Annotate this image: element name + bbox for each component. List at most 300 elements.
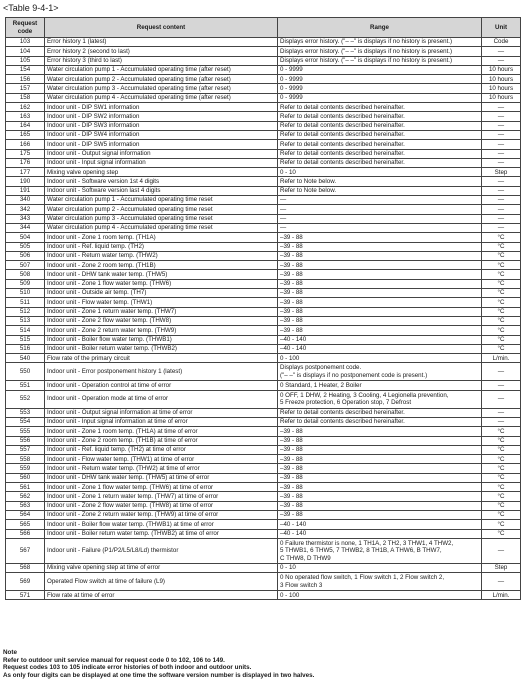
range-cell [278, 177, 482, 186]
request-content-cell: Indoor unit - Zone 1 flow water temp. (THW6) [45, 279, 278, 288]
table-row [6, 455, 521, 464]
table-row [6, 75, 521, 84]
request-code-cell: 562 [6, 492, 45, 501]
range-line: 0 - 9999 [280, 66, 303, 74]
range-line: –39 - 88 [280, 280, 303, 288]
table-row [6, 573, 521, 591]
request-code-cell: 513 [6, 316, 45, 325]
range-cell [278, 344, 482, 353]
range-line: — [280, 205, 287, 213]
range-line: 0 OFF, 1 DHW, 2 Heating, 3 Cooling, 4 Legionella prevention, [280, 391, 449, 399]
request-content-cell: Indoor unit - Zone 2 flow water temp. (THW8) [45, 316, 278, 325]
range-cell [278, 573, 482, 591]
request-code-cell: 569 [6, 573, 45, 591]
unit-cell: — [482, 140, 521, 149]
table-row [6, 103, 521, 112]
unit-cell: — [482, 47, 521, 56]
request-code-cell: 516 [6, 344, 45, 353]
range-line: 0 - 10 [280, 168, 296, 176]
unit-cell: — [482, 205, 521, 214]
table-row [6, 149, 521, 158]
table-row [6, 307, 521, 316]
unit-cell: — [482, 158, 521, 167]
unit-cell: °C [482, 233, 521, 242]
table-row [6, 158, 521, 167]
table-row [6, 289, 521, 298]
range-line: –40 - 140 [280, 529, 307, 537]
range-line: Refer to detail contents described hereinafter. [280, 122, 405, 130]
request-code-cell: 504 [6, 233, 45, 242]
table-row [6, 38, 521, 47]
request-content-cell: Indoor unit - Zone 2 return water temp. (THW9) at time of error [45, 510, 278, 519]
request-code-cell: 552 [6, 390, 45, 408]
request-code-cell: 343 [6, 214, 45, 223]
range-cell [278, 363, 482, 381]
range-line: –39 - 88 [280, 502, 303, 510]
request-code-cell: 105 [6, 56, 45, 65]
request-code-cell: 571 [6, 591, 45, 600]
range-cell [278, 251, 482, 260]
range-cell [278, 501, 482, 510]
request-code-cell: 557 [6, 445, 45, 454]
request-content-cell: Water circulation pump 4 - Accumulated operating time reset [45, 223, 278, 232]
request-code-cell: 176 [6, 158, 45, 167]
range-cell [278, 455, 482, 464]
range-cell [278, 47, 482, 56]
unit-cell: °C [482, 270, 521, 279]
request-content-cell: Indoor unit - Operation control at time of error [45, 381, 278, 390]
request-content-cell: Mixing valve opening step at time of error [45, 563, 278, 572]
table-row [6, 335, 521, 344]
request-code-cell: 510 [6, 289, 45, 298]
request-code-cell: 567 [6, 538, 45, 563]
header-request-code: Request code [6, 18, 45, 38]
request-content-cell: Flow rate at time of error [45, 591, 278, 600]
request-content-cell: Error history 2 (second to last) [45, 47, 278, 56]
range-cell [278, 121, 482, 130]
table-row [6, 130, 521, 139]
unit-cell: — [482, 186, 521, 195]
table-row [6, 520, 521, 529]
request-content-cell: Water circulation pump 4 - Accumulated operating time (after reset) [45, 93, 278, 102]
range-line: –39 - 88 [280, 437, 303, 445]
range-line: — [280, 224, 287, 232]
range-line: –39 - 88 [280, 455, 303, 463]
table-row [6, 65, 521, 74]
request-code-cell: 559 [6, 464, 45, 473]
note-heading: Note [3, 649, 17, 656]
request-code-cell: 191 [6, 186, 45, 195]
range-line: Refer to detail contents described hereinafter. [280, 418, 405, 426]
unit-cell: 10 hours [482, 93, 521, 102]
range-line: –39 - 88 [280, 464, 303, 472]
table-row [6, 196, 521, 205]
table-row [6, 436, 521, 445]
range-line: C THW8, D THW9 [280, 554, 331, 562]
request-code-cell: 554 [6, 417, 45, 426]
range-cell [278, 75, 482, 84]
range-line: Refer to detail contents described hereinafter. [280, 159, 405, 167]
request-content-cell: Error history 1 (latest) [45, 38, 278, 47]
range-line: 0 - 10 [280, 564, 296, 572]
range-line: 0 - 9999 [280, 94, 303, 102]
range-cell [278, 93, 482, 102]
request-content-cell: Indoor unit - Input signal information [45, 158, 278, 167]
request-content-cell: Indoor unit - Zone 2 room temp. (TH1B) at time of error [45, 436, 278, 445]
range-line: –40 - 140 [280, 335, 307, 343]
request-code-cell: 175 [6, 149, 45, 158]
request-code-cell: 512 [6, 307, 45, 316]
range-cell [278, 149, 482, 158]
request-code-cell: 344 [6, 223, 45, 232]
request-content-cell: Water circulation pump 1 - Accumulated operating time (after reset) [45, 65, 278, 74]
table-row [6, 344, 521, 353]
range-cell [278, 354, 482, 363]
request-content-cell: Indoor unit - Software version last 4 digits [45, 186, 278, 195]
header-request-content: Request content [45, 18, 278, 38]
header-range: Range [278, 18, 482, 38]
range-cell [278, 408, 482, 417]
table-row [6, 261, 521, 270]
range-line: 0 Failure thermistor is none, 1 TH1A, 2 TH2, 3 THW1, 4 THW2, [280, 539, 454, 547]
table-row [6, 417, 521, 426]
table-row [6, 279, 521, 288]
range-cell [278, 427, 482, 436]
table-row [6, 363, 521, 381]
table-row [6, 112, 521, 121]
table-row [6, 242, 521, 251]
range-cell [278, 316, 482, 325]
range-cell [278, 223, 482, 232]
request-content-cell: Indoor unit - Boiler return water temp. (THWB2) [45, 344, 278, 353]
range-line: –39 - 88 [280, 483, 303, 491]
request-content-cell: Water circulation pump 2 - Accumulated operating time (after reset) [45, 75, 278, 84]
range-line: 0 Standard, 1 Heater, 2 Boiler [280, 381, 362, 389]
unit-cell: °C [482, 520, 521, 529]
request-content-cell: Indoor unit - Failure (P1/P2/L5/L8/Ld) thermistor [45, 538, 278, 563]
note-line: Refer to outdoor unit service manual for request code 0 to 102, 106 to 149. [3, 656, 225, 664]
range-line: –39 - 88 [280, 261, 303, 269]
range-cell [278, 158, 482, 167]
table-header-row [6, 18, 521, 38]
range-line: — [280, 215, 287, 223]
request-content-cell: Indoor unit - DIP SW2 information [45, 112, 278, 121]
unit-cell: °C [482, 455, 521, 464]
request-content-cell: Indoor unit - Zone 2 room temp. (TH1B) [45, 261, 278, 270]
table-row [6, 501, 521, 510]
range-cell [278, 205, 482, 214]
note-line: As only four digits can be displayed at one time the software version number is displayed in two halves. [3, 671, 315, 679]
request-code-cell: 508 [6, 270, 45, 279]
range-line: –39 - 88 [280, 326, 303, 334]
range-cell [278, 335, 482, 344]
request-code-cell: 507 [6, 261, 45, 270]
request-content-cell: Indoor unit - Zone 2 return water temp. (THW9) [45, 326, 278, 335]
table-row [6, 326, 521, 335]
unit-cell: — [482, 573, 521, 591]
range-line: Refer to detail contents described hereinafter. [280, 150, 405, 157]
table-row [6, 233, 521, 242]
range-line: –39 - 88 [280, 492, 303, 500]
unit-cell: — [482, 214, 521, 223]
unit-cell: °C [482, 251, 521, 260]
request-code-cell: 564 [6, 510, 45, 519]
range-cell [278, 529, 482, 538]
request-content-cell: Indoor unit - DHW tank water temp. (THW5) [45, 270, 278, 279]
table-caption: <Table 9-4-1> [3, 3, 59, 13]
range-line: –39 - 88 [280, 511, 303, 519]
range-line: –39 - 88 [280, 308, 303, 316]
request-content-cell: Indoor unit - Zone 2 flow water temp. (THW8) at time of error [45, 501, 278, 510]
table-row [6, 223, 521, 232]
unit-cell: — [482, 196, 521, 205]
range-cell [278, 538, 482, 563]
unit-cell: — [482, 381, 521, 390]
range-cell [278, 436, 482, 445]
range-cell [278, 483, 482, 492]
request-content-cell: Indoor unit - Ref. liquid temp. (TH2) at time of error [45, 445, 278, 454]
range-cell [278, 473, 482, 482]
request-content-cell: Water circulation pump 1 - Accumulated operating time reset [45, 196, 278, 205]
request-content-cell: Indoor unit - Boiler flow water temp. (THWB1) [45, 335, 278, 344]
request-code-cell: 158 [6, 93, 45, 102]
table-row [6, 205, 521, 214]
range-cell [278, 307, 482, 316]
request-code-cell: 566 [6, 529, 45, 538]
request-content-cell: Indoor unit - Output signal information at time of error [45, 408, 278, 417]
table-row [6, 316, 521, 325]
request-content-cell: Indoor unit - DIP SW4 information [45, 130, 278, 139]
table-body [6, 38, 521, 600]
range-line: –39 - 88 [280, 242, 303, 250]
request-code-cell: 505 [6, 242, 45, 251]
unit-cell: 10 hours [482, 84, 521, 93]
range-line: 0 No operated flow switch, 1 Flow switch 1, 2 Flow switch 2, [280, 574, 445, 582]
request-content-cell: Indoor unit - DIP SW1 information [45, 103, 278, 112]
unit-cell: — [482, 121, 521, 130]
table-row [6, 47, 521, 56]
request-code-cell: 565 [6, 520, 45, 529]
range-cell [278, 168, 482, 177]
request-code-cell: 156 [6, 75, 45, 84]
range-line: Refer to detail contents described hereinafter. [280, 103, 405, 111]
range-line: –39 - 88 [280, 427, 303, 435]
request-content-cell: Indoor unit - Output signal information [45, 149, 278, 158]
range-line: –39 - 88 [280, 233, 303, 241]
request-code-cell: 163 [6, 112, 45, 121]
table-row [6, 529, 521, 538]
unit-cell: 10 hours [482, 75, 521, 84]
range-cell [278, 103, 482, 112]
request-content-cell: Indoor unit - Boiler return water temp. (THWB2) at time of error [45, 529, 278, 538]
unit-cell: Step [482, 563, 521, 572]
range-line: –40 - 140 [280, 345, 307, 353]
request-code-cell: 190 [6, 177, 45, 186]
request-code-cell: 154 [6, 65, 45, 74]
table-row [6, 464, 521, 473]
request-code-cell: 551 [6, 381, 45, 390]
unit-cell: °C [482, 436, 521, 445]
range-line: 0 - 100 [280, 354, 300, 362]
unit-cell: °C [482, 529, 521, 538]
request-content-cell: Operated Flow switch at time of failure (L9) [45, 573, 278, 591]
unit-cell: Step [482, 168, 521, 177]
unit-cell: — [482, 538, 521, 563]
request-code-cell: 515 [6, 335, 45, 344]
unit-cell: °C [482, 298, 521, 307]
range-cell [278, 390, 482, 408]
range-line: Refer to Note below. [280, 177, 337, 185]
table-row [6, 84, 521, 93]
request-content-cell: Indoor unit - Return water temp. (THW2) [45, 251, 278, 260]
table-row [6, 168, 521, 177]
request-code-cell: 560 [6, 473, 45, 482]
range-line: 0 - 9999 [280, 75, 303, 83]
table-row [6, 140, 521, 149]
unit-cell: — [482, 223, 521, 232]
range-line: Displays error history. ("– –" is displays if no history is present.) [280, 47, 453, 55]
unit-cell: — [482, 417, 521, 426]
table-row [6, 510, 521, 519]
unit-cell: — [482, 363, 521, 381]
range-line: Refer to detail contents described hereinafter. [280, 409, 405, 417]
range-cell [278, 56, 482, 65]
unit-cell: °C [482, 510, 521, 519]
range-cell [278, 196, 482, 205]
unit-cell: °C [482, 307, 521, 316]
request-content-cell: Water circulation pump 3 - Accumulated operating time reset [45, 214, 278, 223]
range-cell [278, 38, 482, 47]
range-cell [278, 445, 482, 454]
unit-cell: L/min. [482, 354, 521, 363]
table-row [6, 186, 521, 195]
table-row [6, 270, 521, 279]
range-cell [278, 186, 482, 195]
range-cell [278, 140, 482, 149]
range-cell [278, 298, 482, 307]
note-line: Request codes 103 to 105 indicate error histories of both indoor and outdoor units. [3, 664, 252, 672]
table-row [6, 591, 521, 600]
range-cell [278, 112, 482, 121]
range-line: –39 - 88 [280, 317, 303, 325]
request-content-cell: Indoor unit - Input signal information at time of error [45, 417, 278, 426]
table-row [6, 251, 521, 260]
request-code-cell: 561 [6, 483, 45, 492]
range-cell [278, 563, 482, 572]
unit-cell: — [482, 130, 521, 139]
unit-cell: 10 hours [482, 65, 521, 74]
range-cell [278, 65, 482, 74]
table-row [6, 177, 521, 186]
unit-cell: — [482, 177, 521, 186]
table-row [6, 93, 521, 102]
table-row [6, 354, 521, 363]
unit-cell: °C [482, 279, 521, 288]
range-line: –40 - 140 [280, 520, 307, 528]
range-cell [278, 492, 482, 501]
header-unit: Unit [482, 18, 521, 38]
table-row [6, 483, 521, 492]
range-line: Refer to Note below. [280, 187, 337, 195]
request-code-cell: 563 [6, 501, 45, 510]
request-content-cell: Indoor unit - Ref. liquid temp. (TH2) [45, 242, 278, 251]
request-content-cell: Indoor unit - Return water temp. (THW2) at time of error [45, 464, 278, 473]
request-content-cell: Indoor unit - Flow water temp. (THW1) at time of error [45, 455, 278, 464]
range-cell [278, 591, 482, 600]
range-line: ("– –" is displays if no postponement code is present.) [280, 371, 428, 379]
request-code-cell: 556 [6, 436, 45, 445]
request-content-cell: Indoor unit - Zone 1 room temp. (TH1A) [45, 233, 278, 242]
table-row [6, 538, 521, 563]
table-row [6, 473, 521, 482]
range-cell [278, 270, 482, 279]
unit-cell: — [482, 408, 521, 417]
table-row [6, 563, 521, 572]
unit-cell: — [482, 103, 521, 112]
unit-cell: °C [482, 501, 521, 510]
range-line: –39 - 88 [280, 446, 303, 454]
request-content-cell: Water circulation pump 3 - Accumulated operating time (after reset) [45, 84, 278, 93]
unit-cell: Code [482, 38, 521, 47]
request-content-cell: Error history 3 (third to last) [45, 56, 278, 65]
request-code-cell: 157 [6, 84, 45, 93]
range-cell [278, 242, 482, 251]
unit-cell: °C [482, 261, 521, 270]
range-cell [278, 233, 482, 242]
range-line: Refer to detail contents described hereinafter. [280, 112, 405, 120]
request-content-cell: Indoor unit - Software version 1st 4 digits [45, 177, 278, 186]
request-code-cell: 553 [6, 408, 45, 417]
unit-cell: °C [482, 316, 521, 325]
request-code-cell: 164 [6, 121, 45, 130]
table-row [6, 121, 521, 130]
request-content-cell: Flow rate of the primary circuit [45, 354, 278, 363]
range-line: Displays postponement code. [280, 364, 362, 372]
range-cell [278, 464, 482, 473]
range-line: 3 Flow switch 3 [280, 581, 323, 589]
range-cell [278, 381, 482, 390]
range-line: Displays error history. ("– –" is displays if no history is present.) [280, 57, 453, 65]
unit-cell: °C [482, 445, 521, 454]
range-cell [278, 289, 482, 298]
request-code-cell: 540 [6, 354, 45, 363]
notes-block [3, 649, 314, 679]
request-code-cell: 511 [6, 298, 45, 307]
table-row [6, 56, 521, 65]
request-code-cell: 550 [6, 363, 45, 381]
request-code-cell: 103 [6, 38, 45, 47]
request-code-cell: 558 [6, 455, 45, 464]
unit-cell: °C [482, 289, 521, 298]
range-cell [278, 520, 482, 529]
request-content-cell: Indoor unit - DIP SW5 information [45, 140, 278, 149]
table-row [6, 390, 521, 408]
range-line: –39 - 88 [280, 252, 303, 260]
unit-cell: °C [482, 326, 521, 335]
unit-cell: — [482, 56, 521, 65]
unit-cell: — [482, 112, 521, 121]
request-content-cell: Indoor unit - Outside air temp. (TH7) [45, 289, 278, 298]
range-line: 5 Freeze protection, 6 Operation stop, 7 Defrost [280, 399, 412, 407]
range-line: — [280, 196, 287, 204]
range-line: Refer to detail contents described hereinafter. [280, 131, 405, 139]
request-content-cell: Indoor unit - Boiler flow water temp. (THWB1) at time of error [45, 520, 278, 529]
request-content-cell: Indoor unit - Zone 1 flow water temp. (THW6) at time of error [45, 483, 278, 492]
unit-cell: °C [482, 483, 521, 492]
range-line: –39 - 88 [280, 289, 303, 297]
unit-cell: — [482, 149, 521, 158]
range-cell [278, 261, 482, 270]
